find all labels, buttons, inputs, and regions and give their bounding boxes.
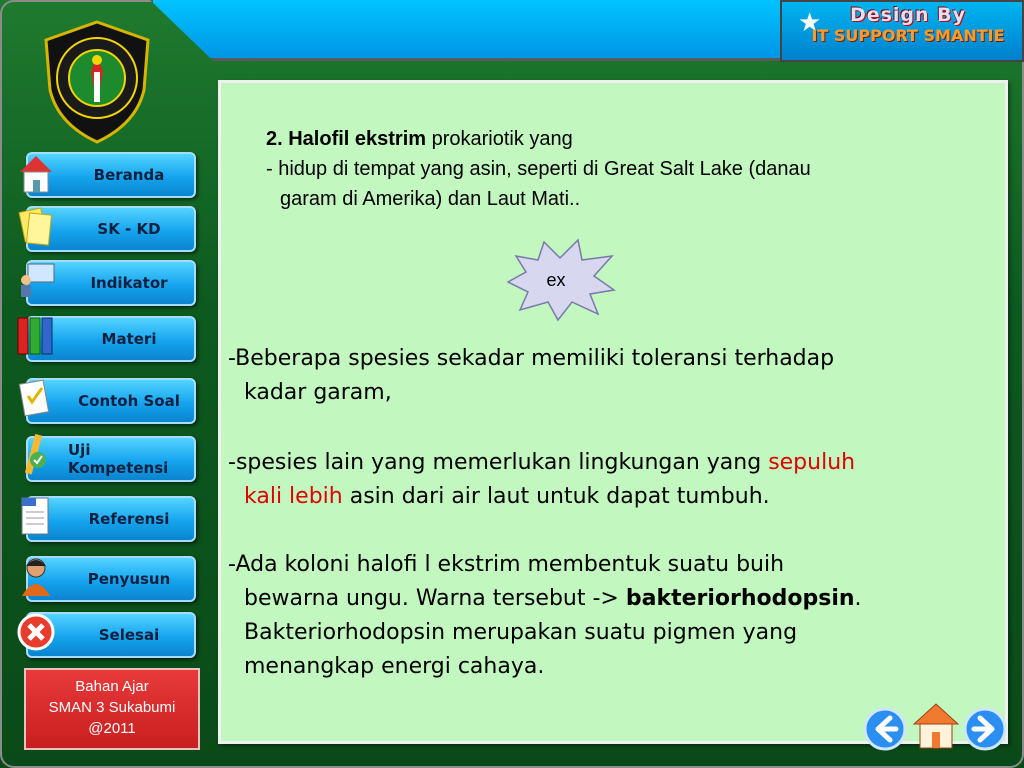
p2-text-b: asin dari air laut untuk dapat tumbuh. [342, 484, 770, 509]
sidebar-item-label: Selesai [98, 626, 160, 644]
sidebar-item-materi[interactable] [26, 316, 196, 362]
sidebar-item-selesai[interactable] [26, 612, 196, 658]
paragraph-2 [228, 446, 988, 514]
halofil-heading [266, 124, 986, 154]
p2-line1 [228, 446, 988, 480]
pencil-check-icon [16, 434, 56, 480]
notes-icon [16, 204, 56, 250]
bahan-line1: Bahan Ajar [75, 678, 149, 695]
halofil-line3: garam di Amerika) dan Laut Mati.. [280, 188, 581, 210]
sidebar-item-label: Indikator [90, 274, 168, 292]
home-icon[interactable] [912, 700, 960, 752]
top-title-band [150, 0, 783, 61]
document-icon [16, 494, 56, 540]
sidebar-item-label: Referensi [88, 510, 170, 528]
sidebar-item-label: Beranda [93, 166, 165, 184]
p3-bold: bakteriorhodopsin [625, 586, 855, 611]
bahan-line3: @2011 [88, 720, 136, 737]
binders-icon [16, 314, 56, 360]
p1-line1: -Beberapa spesies sekadar memiliki toleransi terhadap [228, 346, 835, 371]
bahan-line2: SMAN 3 Sukabumi [48, 699, 176, 716]
sidebar-item-label: Materi [101, 330, 157, 348]
ex-label: ex [546, 270, 566, 290]
paragraph-3 [228, 548, 988, 684]
sidebar-item-uji-kompetensi[interactable] [26, 436, 196, 482]
sidebar-item-contoh-soal[interactable] [26, 378, 196, 424]
p2-line2 [228, 480, 988, 514]
p3-text-b: . [854, 586, 862, 611]
halofil-heading-rest: prokariotik yang [426, 128, 573, 150]
next-arrow-icon[interactable] [962, 706, 1008, 752]
credit-line1: Design By [849, 4, 967, 26]
sidebar-item-label: SK - KD [97, 220, 161, 238]
credit-text [800, 4, 1016, 45]
sidebar-item-label: Penyusun [87, 570, 171, 588]
p3-line2 [228, 582, 988, 616]
p3-line4: menangkap energi cahaya. [244, 654, 545, 679]
halofil-heading-bold: 2. Halofil ekstrim [266, 128, 427, 150]
back-arrow-icon[interactable] [862, 706, 908, 752]
school-logo [40, 20, 154, 144]
checklist-icon [16, 376, 56, 422]
close-icon [16, 610, 56, 656]
presentation-icon [16, 258, 56, 304]
p3-text-a: bewarna ungu. Warna tersebut -> [244, 586, 626, 611]
sidebar-item-indikator[interactable] [26, 260, 196, 306]
sidebar-item-label: Contoh Soal [78, 392, 180, 410]
sidebar-item-penyusun[interactable] [26, 556, 196, 602]
p2-text-a: -spesies lain yang memerlukan lingkungan yang [228, 450, 769, 475]
bahan-ajar-box [24, 668, 200, 750]
sidebar-item-label: Uji Kompetensi [68, 441, 169, 477]
house-icon [16, 150, 56, 196]
paragraph-1 [228, 342, 988, 410]
person-icon [16, 554, 56, 600]
sidebar-item-referensi[interactable] [26, 496, 196, 542]
p2-red-1: sepuluh [768, 450, 856, 475]
star-icon: ★ [798, 8, 822, 38]
p3-line3: Bakteriorhodopsin merupakan suatu pigmen yang [244, 620, 798, 645]
sidebar-item-beranda[interactable] [26, 152, 196, 198]
p3-line1: -Ada koloni halofi l ekstrim membentuk suatu buih [228, 552, 785, 577]
credit-line2: IT SUPPORT SMANTIE [811, 26, 1005, 45]
halofil-line2: - hidup di tempat yang asin, seperti di Great Salt Lake (danau [266, 158, 811, 180]
halofil-section [266, 124, 986, 214]
p1-line2: kadar garam, [244, 380, 392, 405]
p2-red-2: kali lebih [244, 484, 343, 509]
sidebar-item-sk-kd[interactable] [26, 206, 196, 252]
